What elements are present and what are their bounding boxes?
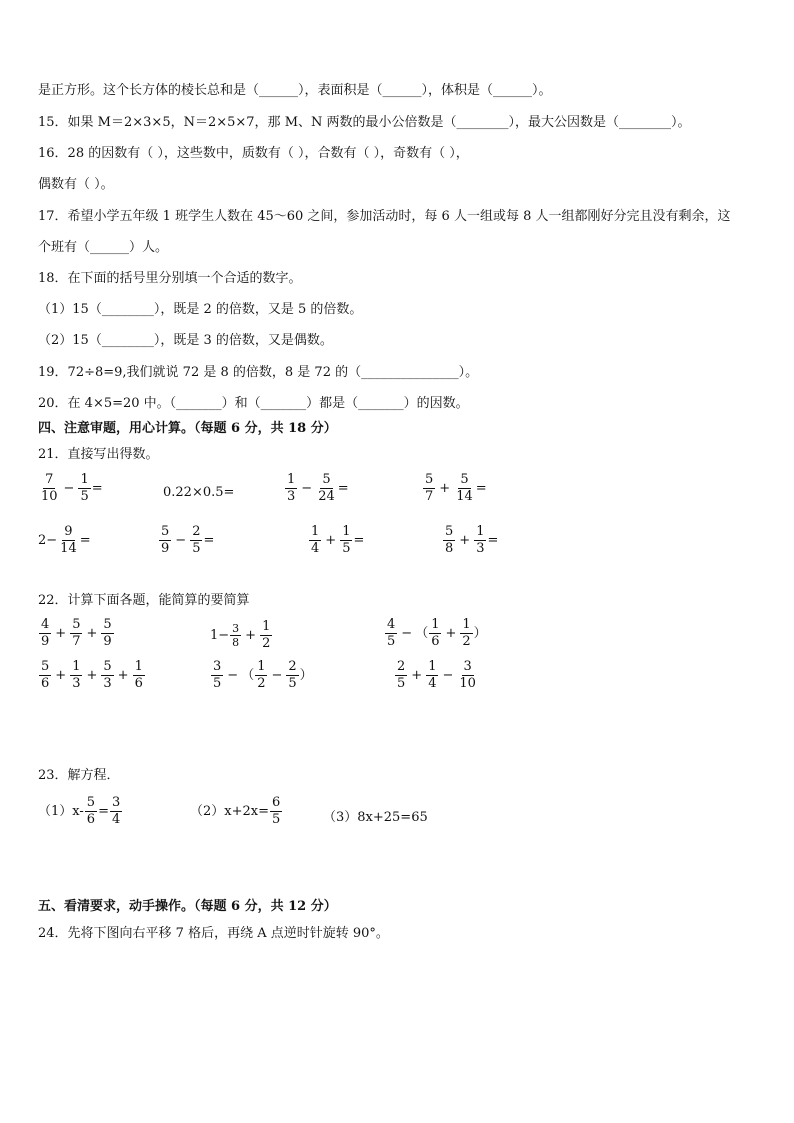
q22-a: $\frac{4}{9}$ + $\frac{5}{7}$ + $\frac{5}{9}$ xyxy=(41,617,112,649)
q22: 22．计算下面各题，能简算的要简算 xyxy=(38,593,250,608)
q23-2: （2）x+2x= $\frac{6}{5}$ xyxy=(190,795,281,827)
q21-a1: $\frac{7}{10}$ − $\frac{1}{5}$ = xyxy=(41,472,103,504)
q17-line2: 个班有（______）人。 xyxy=(38,240,169,255)
q21-a3: $\frac{1}{3}$ − $\frac{5}{24}$ = xyxy=(287,472,349,504)
q14-tail: 是正方形。这个长方体的棱长总和是（______），表面积是（______），体积是（______）。 xyxy=(38,83,552,98)
q18-1: （1）15（________），既是 2 的倍数，又是 5 的倍数。 xyxy=(38,302,363,317)
q23: 23．解方程． xyxy=(38,768,120,783)
q22-d: $\frac{5}{6}$ + $\frac{1}{3}$ + $\frac{5}{3}$ + $\frac{1}{6}$ xyxy=(41,659,143,691)
q18: 18．在下面的括号里分别填一个合适的数字。 xyxy=(38,271,302,286)
section-4-heading: 四、注意审题，用心计算。（每题 6 分，共 18 分） xyxy=(38,421,337,436)
q17-line1: 17．希望小学五年级 1 班学生人数在 45～60 之间，参加活动时，每 6 人一组或每 8 人一组都刚好分完且没有剩余，这 xyxy=(38,209,731,224)
section-5-heading: 五、看清要求，动手操作。（每题 6 分，共 12 分） xyxy=(38,899,337,914)
q21-b4: $\frac{5}{8}$ + $\frac{1}{3}$ = xyxy=(445,524,499,556)
q21-b1: 2− $\frac{9}{14}$ = xyxy=(38,524,91,556)
q22-b: 1− $\frac{3}{8}$ + $\frac{1}{2}$ xyxy=(210,619,271,651)
q22-c: $\frac{4}{5}$ − （ $\frac{1}{6}$ + $\frac{1}{2}$ ） xyxy=(387,617,487,649)
q21-b2: $\frac{5}{9}$ − $\frac{2}{5}$ = xyxy=(161,524,215,556)
q21-a4: $\frac{5}{7}$ + $\frac{5}{14}$ = xyxy=(425,472,487,504)
q23-1: （1）x- $\frac{5}{6}$ = $\frac{3}{4}$ xyxy=(38,795,121,827)
q22-e: $\frac{3}{5}$ − （ $\frac{1}{2}$ − $\frac{2}{5}$ ） xyxy=(213,659,313,691)
q16-line2: 偶数有（ ）。 xyxy=(38,177,114,192)
q21-b3: $\frac{1}{4}$ + $\frac{1}{5}$ = xyxy=(311,524,365,556)
q21: 21．直接写出得数。 xyxy=(38,447,159,462)
q20: 20．在 4×5=20 中。（_______）和（_______）都是（_______）的因数。 xyxy=(38,396,469,411)
q19: 19．72÷8=9,我们就说 72 是 8 的倍数，8 是 72 的（_______________）。 xyxy=(38,365,479,380)
q16-line1: 16．28 的因数有（ ），这些数中，质数有（ ），合数有（ ），奇数有（ ）， xyxy=(38,146,469,161)
q15: 15．如果 M＝2×3×5，N＝2×5×7，那 M、N 两数的最小公倍数是（________），最大公因数是（________）。 xyxy=(38,115,691,130)
q18-2: （2）15（________），既是 3 的倍数，又是偶数。 xyxy=(38,333,333,348)
q23-3: （3）8x+25=65 xyxy=(323,810,428,825)
q24: 24．先将下图向右平移 7 格后，再绕 A 点逆时针旋转 90°。 xyxy=(38,926,389,941)
q22-f: $\frac{2}{5}$ + $\frac{1}{4}$ − $\frac{3}{10}$ xyxy=(397,659,476,691)
q21-a2: 0.22×0.5= xyxy=(163,485,235,500)
